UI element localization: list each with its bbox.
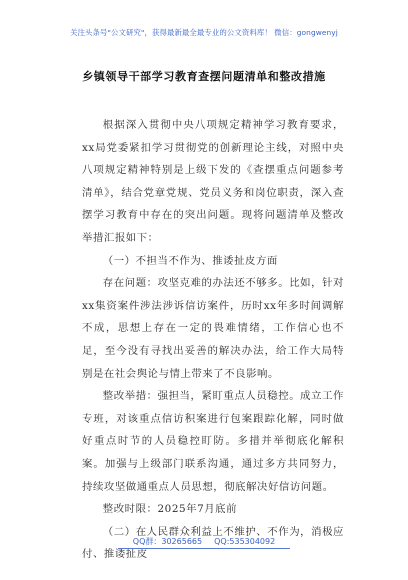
footer-contact [0,536,408,547]
footer-qq-group: QQ群：30265665 [132,537,203,546]
measures-paragraph: 整改举措：强担当，紧盯重点人员稳控。成立工作专班，对该重点信访积案进行包案跟踪化解，同时做好重点时节的人员稳控盯防。多措并举彻底化解积案。加强与上级部门联系沟通，通过多方共同努力，持续攻坚做通重点人员思想，彻底解决好信访问题。 [82,390,344,493]
intro-paragraph: 根据深入贯彻中央八项规定精神学习教育要求，xx局党委紧扣学习贯彻党的创新理论主线，对照中央八项规定精神特别是上级下发的《查摆重点问题参考清单》，结合党章党规、党员义务和岗位职责，深入查摆学习教育中存在的突出问题。现将问题清单及整改举措汇报如下： [82,119,344,244]
footer-underline [118,548,290,549]
document-title: 乡镇领导干部学习教育查摆问题清单和整改措施 [82,70,326,83]
document-body [82,114,344,566]
footer-qq-number: QQ:535304092 [214,537,276,546]
problem-paragraph: 存在问题：攻坚克难的办法还不够多。比如，针对xx集资案件涉法涉诉信访案件，历时xx年多时间调解不成，思想上存在一定的畏难情绪，工作信心也不足，至今没有寻找出妥善的解决办法，给工作大局特别是在社会舆论与情上带来了不良影响。 [82,277,344,380]
deadline-paragraph: 整改时限：2025年7月底前 [102,503,238,516]
header-banner: 关注头条号"公文研究"，获得最新最全最专业的公文资料库！ 微信：gongwenyj [70,28,338,37]
section-heading-2: （二）在人民群众利益上不维护、不作为，消极应付、推诿扯皮 [82,525,344,561]
section-heading-1: （一）不担当不作为、推诿扯皮方面 [102,254,278,267]
